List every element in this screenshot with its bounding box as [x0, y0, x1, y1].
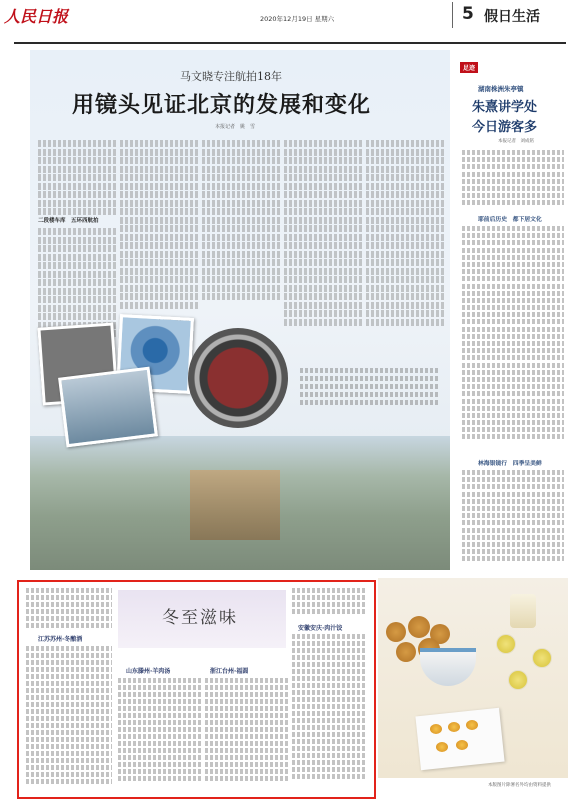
sidebar-headline-line-1: 朱熹讲学处	[472, 100, 538, 115]
sidebar-byline: 本报记者 刘成铭	[498, 139, 534, 144]
wine-jar-image	[510, 594, 536, 628]
sidebar-kicker: 湖南株洲朱亭镇	[478, 85, 524, 93]
photo-credit: 本版图片除署名外均由资料提供	[488, 783, 551, 788]
newspaper-logo: 人民日报	[4, 7, 69, 26]
article-column-2	[120, 140, 198, 320]
feature-text-suzhou	[26, 646, 112, 788]
dumpling-image	[430, 724, 442, 734]
wine-cup-image	[496, 634, 516, 654]
dumpling-image	[448, 722, 460, 732]
article-headline: 用镜头见证北京的发展和变化	[72, 92, 372, 118]
feature-text-taizhou	[205, 678, 289, 788]
dumpling-plate-image	[415, 708, 504, 770]
camera-lens-photo	[188, 328, 288, 428]
dumpling-image	[466, 720, 478, 730]
sidebar-text-2	[462, 226, 564, 451]
feature-subhead-anqing: 安徽安庆·肉汁饺	[298, 625, 343, 632]
sidebar-subhead-2: 林海银镜行 四季呈美鲜	[478, 461, 542, 467]
feature-text-anqing	[292, 634, 366, 788]
feature-subhead-tengzhou: 山东滕州·羊肉汤	[126, 668, 171, 675]
feature-text-top-right	[292, 588, 366, 620]
issue-date: 2020年12月19日 星期六	[260, 15, 335, 23]
sidebar-subhead-1: 耶前后历史 都下居文化	[478, 217, 542, 223]
feature-subhead-suzhou: 江苏苏州·冬酿酒	[38, 636, 83, 643]
article-column-4	[284, 140, 362, 370]
dumpling-image	[456, 740, 468, 750]
feature-text-tengzhou	[118, 678, 202, 788]
sidebar-text-3	[462, 470, 564, 570]
article-byline: 本报记者 姚 雪	[215, 124, 256, 130]
page-number: 5	[462, 4, 474, 24]
feature-subhead-taizhou: 浙江台州·福圆	[210, 668, 249, 675]
article-subhead-1: 二段楼车库 五环西航拍	[38, 218, 99, 224]
section-name: 假日生活	[484, 9, 540, 25]
dumpling-image	[436, 742, 448, 752]
pastry-image	[386, 622, 406, 642]
aerial-photo	[58, 367, 158, 448]
wine-cup-image	[508, 670, 528, 690]
feature-intro-text	[26, 588, 112, 630]
pastry-image	[408, 616, 430, 638]
photo-caption	[300, 368, 440, 406]
sidebar-text-1	[462, 150, 564, 210]
article-column-5	[366, 140, 444, 370]
wine-cup-image	[532, 648, 552, 668]
forbidden-city-photo	[190, 470, 280, 540]
article-kicker: 马文晓专注航拍18年	[180, 70, 282, 83]
feature-title: 冬至滋味	[162, 608, 238, 628]
sidebar-headline-line-2: 今日游客多	[472, 120, 538, 135]
sidebar-tag: 足迹	[460, 62, 478, 73]
pastry-image	[396, 642, 416, 662]
